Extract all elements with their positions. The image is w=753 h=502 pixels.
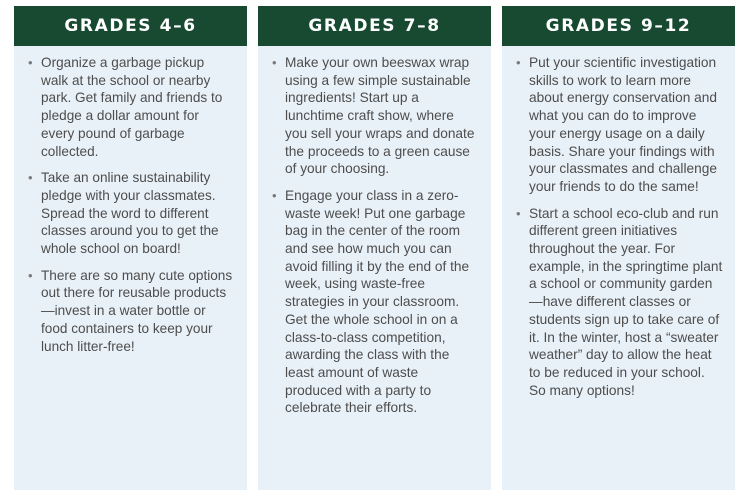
column-grades-7-8 [258, 6, 491, 490]
activity-list [26, 54, 235, 355]
bullet-icon: • [516, 205, 521, 221]
list-item [270, 187, 479, 417]
list-item [26, 169, 235, 258]
column-heading: GRADES 4–6 [14, 6, 247, 46]
list-item-text: Take an online sustainability pledge with your classmates. Spread the word to different classes around you to get the whole school on board! [41, 170, 219, 257]
bullet-icon: • [272, 55, 277, 70]
list-item [270, 54, 479, 178]
column-body [502, 46, 735, 408]
list-item [26, 267, 235, 356]
column-heading: GRADES 9–12 [502, 6, 735, 46]
list-item-text: There are so many cute options out there for reusable products—invest in a water bottle or food containers to keep your lunch litter-free! [41, 267, 233, 354]
list-item-text: Engage your class in a zero-waste week! Put one garbage bag in the center of the room and see how much you can avoid filling it by the end of the week, using waste-free strategies in your classroom. Get the whole school in on a class-to-class competition, awarding the class with the least amount of waste produced with a party to celebrate their efforts. [285, 187, 470, 416]
column-grades-9-12 [502, 6, 735, 490]
column-body [14, 46, 247, 364]
activity-list [270, 54, 479, 417]
list-item [514, 205, 723, 400]
column-heading: GRADES 7–8 [258, 6, 491, 46]
bullet-icon: • [516, 55, 521, 70]
list-item-text: Organize a garbage pickup walk at the school or nearby park. Get family and friends to pledge a dollar amount for every pound of garbage collected. [41, 55, 223, 159]
activity-list [514, 54, 723, 399]
list-item-text: Make your own beeswax wrap using a few simple sustainable ingredients! Start up a lunchtime craft show, where you sell your wraps and donate the proceeds to a green cause of your choosing. [285, 55, 475, 177]
column-body [258, 46, 491, 426]
bullet-icon: • [272, 187, 277, 203]
list-item [26, 54, 235, 160]
list-item [514, 54, 723, 196]
column-grades-4-6 [14, 6, 247, 490]
list-item-text: Put your scientific investigation skills to work to learn more about energy conservation and what you can do to improve your energy usage on a daily basis. Share your findings with your classmates and challenge your friends to do the same! [529, 55, 717, 194]
bullet-icon: • [28, 267, 33, 283]
bullet-icon: • [28, 55, 33, 70]
list-item-text: Start a school eco-club and run different green initiatives throughout the year. For example, in the springtime plant a school or community garden—have different classes or students sign up to take care of it. In the winter, host a “sweater weather” day to allow the heat to be reduced in your school. So many options! [529, 205, 723, 398]
grade-columns [14, 6, 736, 490]
bullet-icon: • [28, 170, 33, 186]
